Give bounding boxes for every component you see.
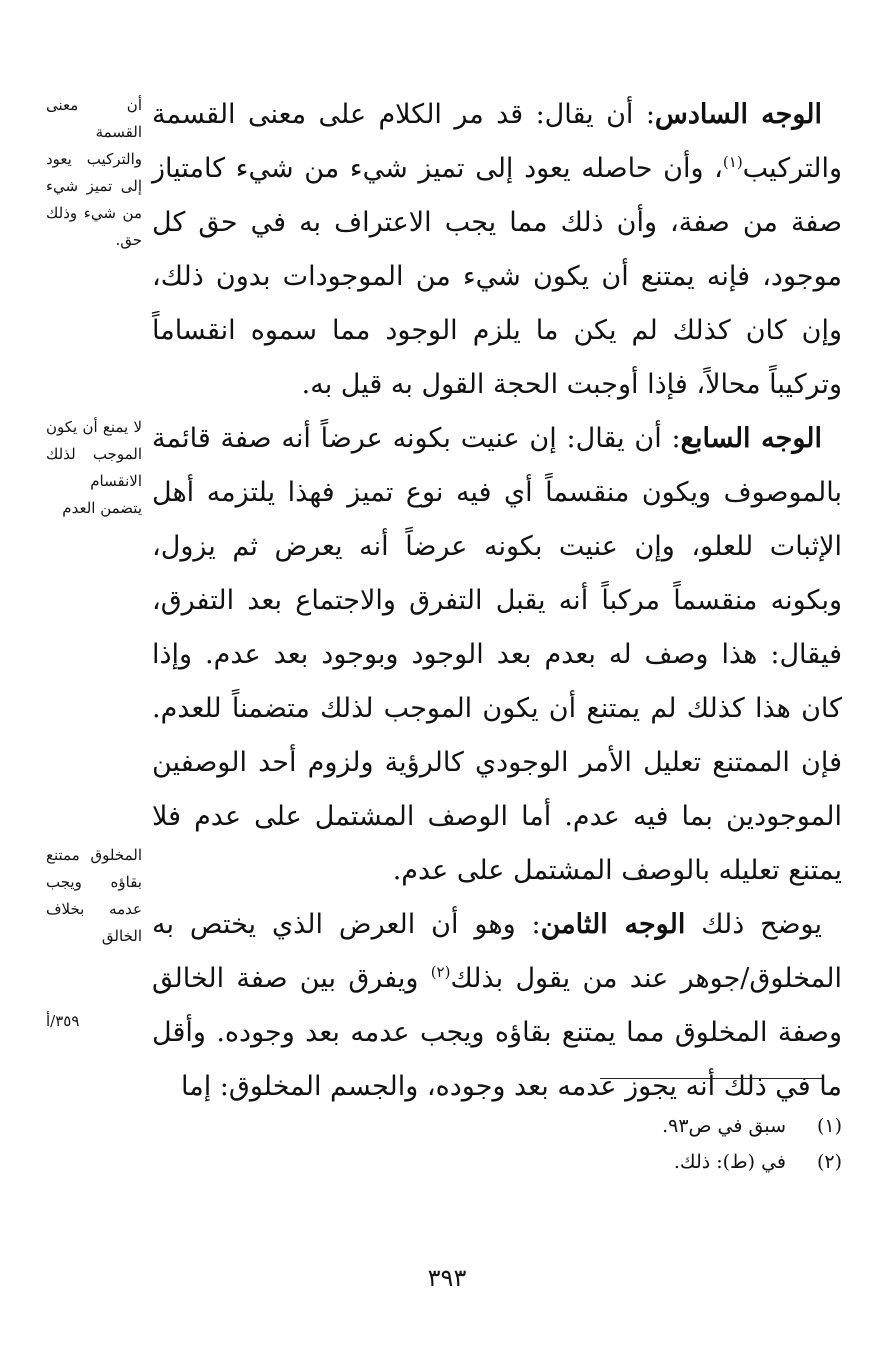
footnote	[400, 1144, 842, 1180]
section-heading: الوجه الثامن	[540, 909, 686, 940]
main-text	[152, 88, 842, 1114]
page-number: ٣٩٣	[427, 1264, 467, 1292]
footnote-reference: (٢)	[430, 963, 451, 981]
section-heading: الوجه السابع	[680, 423, 822, 454]
manuscript-page-reference: ٣٥٩/أ	[46, 1012, 80, 1030]
paragraph-text: : أن يقال: قد مر الكلام على معنى القسمة والتركيب	[152, 99, 842, 184]
footnote	[400, 1108, 842, 1144]
footnote-number: (٢)	[816, 1151, 842, 1173]
footnote-number: (١)	[816, 1115, 842, 1137]
footnote-reference: (١)	[722, 153, 743, 171]
paragraph-text: ويفرق بين صفة الخالق وصفة المخلوق مما يمتنع بقاؤه ويجب عدمه بعد وجوده. وأقل ما في ذلك أنه يجوز عدمه بعد وجوده، والجسم المخلوق: إما	[152, 963, 842, 1102]
footnote-text: في (ط): ذلك.	[673, 1151, 786, 1173]
footnotes	[400, 1108, 842, 1180]
paragraph-seventh-aspect	[152, 412, 842, 898]
paragraph-text: ، وأن حاصله يعود إلى تميز شيء من شيء كامتياز صفة من صفة، وأن ذلك مما يجب الاعتراف به في حق كل موجود، فإنه يمتنع أن يكون شيء من الموجودات بدون ذلك، وإن كان كذلك لم يكن ما يلزم الوجود مما سموه انقساماً وتركيباً محالاً، فإذا أوجبت الحجة القول به قيل به.	[152, 153, 842, 400]
margin-note: أن معنى القسمة والتركيب يعود إلى تميز شيء من شيء وذلك حق.	[46, 96, 142, 249]
footnote-text: سبق في ص٩٣.	[662, 1115, 786, 1137]
paragraph-eighth-aspect	[152, 898, 842, 1114]
paragraph-text: : أن يقال: إن عنيت بكونه عرضاً أنه صفة قائمة بالموصوف ويكون منقسماً أي فيه نوع تميز فهذا يلتزمه أهل الإثبات للعلو، وإن عنيت بكونه عرضاً أنه يعرض ثم يزول، وبكونه منقسماً مركباً أنه يقبل التفرق والاجتماع بعد التفرق، فيقال: هذا وصف له بعدم بعد الوجود وبوجود بعد عدم. وإذا كان هذا كذلك لم يمتنع أن يكون الموجب لذلك متضمناً للعدم. فإن الممتنع تعليل الأمر الوجودي كالرؤية ولزوم أحد الوصفين الموجودين بما فيه عدم. أما الوصف المشتمل على عدم فلا يمتنع تعليله بالوصف المشتمل على عدم.	[152, 423, 842, 886]
margin-note: المخلوق ممتنع بقاؤه ويجب عدمه بخلاف الخالق	[46, 846, 142, 945]
paragraph-text: يوضح ذلك	[685, 909, 822, 940]
footnote-divider	[600, 1078, 822, 1079]
paragraph-text: : وهو أن العرض الذي يختص به المخلوق/جوهر عند من يقول بذلك	[152, 909, 843, 994]
section-heading: الوجه السادس	[654, 99, 823, 130]
margin-note: لا يمنع أن يكون الموجب لذلك الانقسام يتضمن العدم	[46, 418, 142, 517]
paragraph-sixth-aspect	[152, 88, 842, 412]
